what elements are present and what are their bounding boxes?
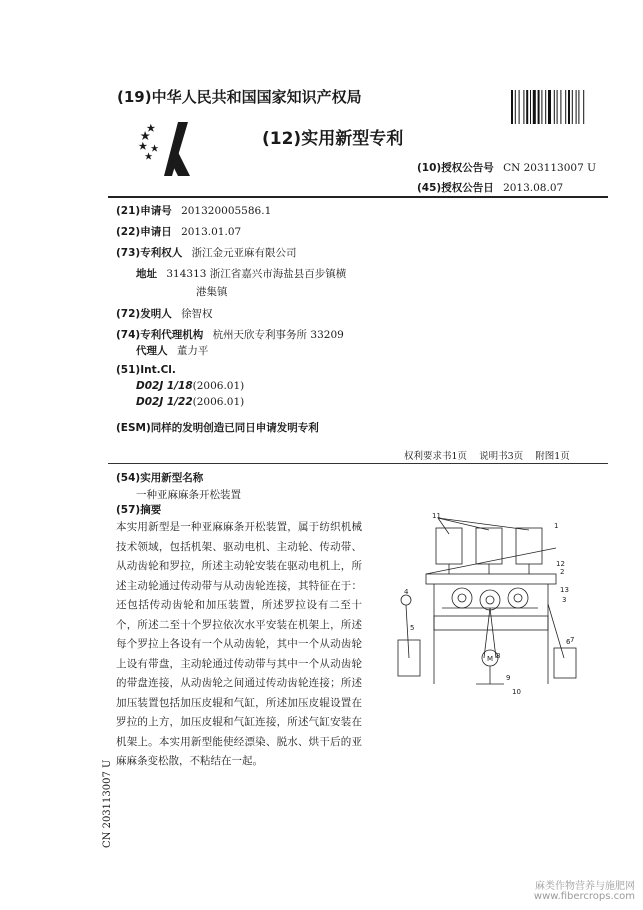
barcode bbox=[511, 90, 607, 124]
agency: 杭州天欣专利事务所 33209 bbox=[212, 329, 344, 341]
barcode-bar bbox=[526, 90, 528, 124]
application-number: 201320005586.1 bbox=[181, 205, 272, 217]
agent-label: 代理人 bbox=[136, 345, 168, 357]
barcode-bar bbox=[511, 90, 513, 124]
figure-label: 5 bbox=[410, 624, 415, 632]
figure-label: 9 bbox=[506, 674, 511, 682]
barcode-bar bbox=[548, 90, 551, 124]
application-number-row bbox=[116, 203, 271, 218]
barcode-bar bbox=[533, 90, 536, 124]
grant-number-row bbox=[417, 160, 596, 175]
agency-row bbox=[116, 327, 344, 342]
barcode-bar bbox=[557, 90, 558, 124]
agent-row bbox=[136, 343, 208, 358]
abstract-text: 本实用新型是一种亚麻麻条开松装置，属于纺织机械技术领域，包括机架、驱动电机、主动轮、传动带、从动齿轮和罗拉，所述主动轮安装在驱动电机上，所述主动轮通过传动带与从动齿轮连接，其特征在于：还包括传动齿轮和加压装置，所述罗拉设有二至十个，所述二至十个罗拉依次水平安装在机架上，所述每个罗拉上各设有一个从动齿轮，其中一个从动齿轮上设有带盘，主动轮通过传动带与其中一个从动齿轮的带盘连接，从动齿轮之间通过传动齿轮连接；所述加压装置包括加压皮辊和气缸，所述加压皮辊设置在罗拉的上方，加压皮辊和气缸连接，所述气缸安装在机架上。本实用新型能使经漂染、脱水、烘干后的亚麻麻条变松散，不粘结在一起。 bbox=[116, 521, 362, 767]
agent: 董力平 bbox=[176, 345, 209, 357]
barcode-bar bbox=[560, 90, 561, 124]
barcode-bar bbox=[538, 90, 540, 124]
barcode-bar bbox=[578, 90, 579, 124]
barcode-bar bbox=[523, 90, 524, 124]
figure-label: 4 bbox=[404, 588, 409, 596]
ipc-code-1: D02J 1/18 bbox=[136, 380, 193, 392]
barcode-bar bbox=[554, 90, 555, 124]
inventor-row bbox=[116, 306, 213, 321]
application-number-label: (21)申请号 bbox=[116, 205, 172, 217]
ipc-version-2: (2006.01) bbox=[192, 396, 245, 408]
figure-label: 12 bbox=[556, 560, 565, 568]
device-figure bbox=[376, 508, 586, 712]
barcode-bar bbox=[576, 90, 577, 124]
patentee-label: (73)专利权人 bbox=[116, 247, 183, 259]
grant-date-label: (45)授权公告日 bbox=[417, 182, 494, 194]
barcode-bar bbox=[568, 90, 570, 124]
address-line-2: 港集镇 bbox=[196, 286, 228, 298]
ipc-entry-1 bbox=[136, 380, 244, 392]
inventor-label: (72)发明人 bbox=[116, 308, 172, 320]
filing-date-label: (22)申请日 bbox=[116, 226, 172, 238]
barcode-bar bbox=[519, 90, 520, 124]
inventor: 徐智权 bbox=[181, 308, 213, 320]
pages-info: 权利要求书1页 说明书3页 附图1页 bbox=[404, 451, 570, 462]
address-line-1: 314313 浙江省嘉兴市海盐县百步镇横 bbox=[166, 268, 347, 280]
esm-note: (ESM)同样的发明创造已同日申请发明专利 bbox=[116, 422, 319, 434]
sipo-logo bbox=[138, 118, 208, 184]
ipc-code-2: D02J 1/22 bbox=[136, 396, 193, 408]
figure-label: 8 bbox=[496, 652, 501, 660]
title-label: (54)实用新型名称 bbox=[116, 472, 204, 484]
barcode-bar bbox=[545, 90, 546, 124]
watermark-line-2: www.fibercrops.com bbox=[533, 891, 635, 902]
ipc-entry-2 bbox=[136, 396, 244, 408]
figure-label: 13 bbox=[560, 586, 569, 594]
address-label: 地址 bbox=[136, 268, 157, 280]
header-divider bbox=[108, 196, 608, 198]
barcode-bar bbox=[530, 90, 531, 124]
document-type-heading: (12)实用新型专利 bbox=[262, 129, 404, 149]
watermark-line-1: 麻类作物营养与施肥网 bbox=[535, 881, 635, 892]
figure-label: 7 bbox=[570, 636, 575, 644]
patentee-row bbox=[116, 245, 297, 260]
figure-label: 3 bbox=[562, 596, 567, 604]
grant-date: 2013.08.07 bbox=[503, 182, 564, 194]
grant-number: CN 203113007 U bbox=[503, 162, 596, 174]
figure-label: 2 bbox=[560, 568, 565, 576]
utility-model-title: 一种亚麻麻条开松装置 bbox=[136, 489, 241, 501]
grant-date-row bbox=[417, 180, 563, 195]
abstract-label: (57)摘要 bbox=[116, 504, 162, 516]
grant-number-label: (10)授权公告号 bbox=[417, 162, 494, 174]
barcode-bar bbox=[541, 90, 542, 124]
filing-date: 2013.01.07 bbox=[181, 226, 242, 238]
agency-label: (74)专利代理机构 bbox=[116, 329, 204, 341]
address-row bbox=[136, 266, 346, 281]
figure-label: 10 bbox=[512, 688, 521, 696]
intcl-label: (51)Int.Cl. bbox=[116, 364, 176, 376]
side-publication-number: CN 203113007 U bbox=[102, 759, 113, 848]
patentee: 浙江金元亚麻有限公司 bbox=[191, 247, 297, 259]
barcode-bar bbox=[583, 90, 584, 124]
barcode-bar bbox=[565, 90, 566, 124]
ipc-version-1: (2006.01) bbox=[192, 380, 245, 392]
filing-date-row bbox=[116, 224, 241, 239]
barcode-bar bbox=[572, 90, 573, 124]
barcode-bar bbox=[515, 90, 516, 124]
figure-label: 11 bbox=[432, 512, 441, 520]
section-divider bbox=[108, 463, 608, 464]
authority-heading: (19)中华人民共和国国家知识产权局 bbox=[117, 88, 362, 106]
figure-label: 6 bbox=[566, 638, 571, 646]
figure-label: M bbox=[487, 655, 494, 663]
figure-label: 1 bbox=[554, 522, 559, 530]
